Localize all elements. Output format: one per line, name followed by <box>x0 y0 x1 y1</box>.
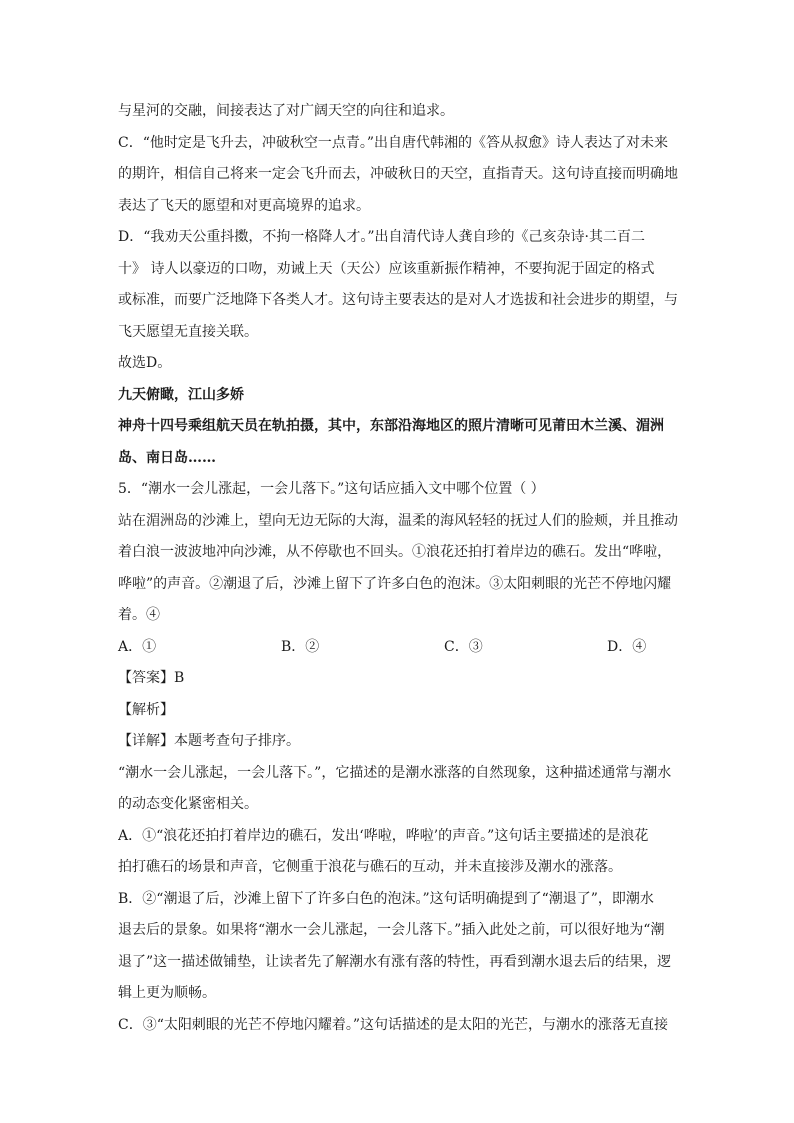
passage-line: 着。④ <box>118 607 160 623</box>
text-line: 表达了飞天的愿望和对更高境界的追求。 <box>118 197 370 214</box>
passage-line: 哗啦”的声音。②潮退了后，沙滩上留下了许多白色的泡沫。③太阳刺眼的光芒不停地闪耀 <box>118 575 672 592</box>
text-line: 十》 诗人以豪迈的口吻，劝诫上天（天公）应该重新振作精神，不要拘泥于固定的格式 <box>118 260 655 277</box>
text-line: 飞天愿望无直接关联。 <box>118 323 258 340</box>
option-a: A．① <box>118 638 157 655</box>
passage-line: 站在湄洲岛的沙滩上，望向无边无际的大海，温柔的海风轻轻的抚过人们的脸颊，并且推动 <box>118 512 678 529</box>
text-line: 拍打礁石的场景和声音，它侧重于浪花与礁石的互动，并未直接涉及潮水的涨落。 <box>118 859 622 875</box>
document-page <box>118 96 678 1041</box>
text-line: 或标准，而要广泛地降下各类人才。这句诗主要表达的是对人才选拔和社会进步的期望，与 <box>118 292 678 308</box>
option-d: D．④ <box>607 638 647 655</box>
question-5 <box>118 474 678 663</box>
section-intro <box>118 411 678 474</box>
text-line: C．③“太阳刺眼的光芒不停地闪耀着。”这句话描述的是太阳的光芒，与潮水的涨落无直接 <box>118 1016 669 1033</box>
text-line: 的动态变化紧密相关。 <box>118 796 258 812</box>
answer-options <box>118 632 678 664</box>
passage-line: 着白浪一波波地冲向沙滩，从不停歇也不回头。①浪花还拍打着岸边的礁石。发出“哗啦， <box>118 544 672 560</box>
text-line: B．②“潮退了后，沙滩上留下了许多白色的泡沫。”这句话明确提到了“潮退了”，即潮水 <box>118 890 654 907</box>
text-line: 【详解】本题考查句子排序。 <box>118 733 300 749</box>
option-b: B．② <box>281 638 320 655</box>
text-line: C．“他时定是飞升去，冲破秋空一点青。”出自唐代韩湘的《答从叔愈》诗人表达了对未来 <box>118 134 669 151</box>
text-line: D．“我劝天公重抖擞，不拘一格降人才。”出自清代诗人龚自珍的《己亥杂诗·其二百二 <box>118 229 645 245</box>
text-line: 辑上更为顺畅。 <box>118 985 216 1001</box>
text-line: 的期许，相信自己将来一定会飞升而去，冲破秋日的天空，直指青天。这句诗直接而明确地 <box>118 166 678 182</box>
section-title: 九天俯瞰，江山多娇 <box>118 386 244 403</box>
detail-analysis <box>118 726 678 1041</box>
option-c: C．③ <box>444 638 483 655</box>
text-line: “潮水一会儿涨起，一会儿落下。”，它描述的是潮水涨落的自然现象，这种描述通常与潮水 <box>118 764 672 781</box>
text-line: 神舟十四号乘组航天员在轨拍摄，其中，东部沿海地区的照片清晰可见莆田木兰溪、湄洲 <box>118 418 664 434</box>
text-line: 故选D。 <box>118 355 172 371</box>
text-line: 与星河的交融，间接表达了对广阔天空的向往和追求。 <box>118 103 454 119</box>
text-line: 退了”这一描述做铺垫，让读者先了解潮水有涨有落的特性，再看到潮水退去后的结果，逻 <box>118 953 672 970</box>
previous-analysis <box>118 96 678 380</box>
text-line: 岛、南日岛…… <box>118 449 216 466</box>
answer-line: 【答案】B <box>118 670 185 686</box>
analysis-label: 【解析】 <box>118 701 174 718</box>
text-line: A．①“浪花还拍打着岸边的礁石，发出‘哗啦，哗啦’的声音。”这句话主要描述的是浪花 <box>118 827 649 844</box>
question-stem: 5．“潮水一会儿涨起，一会儿落下。”这句话应插入文中哪个位置（ ） <box>118 481 545 497</box>
text-line: 退去后的景象。如果将“潮水一会儿涨起，一会儿落下。”插入此处之前，可以很好地为“潮 <box>118 922 665 938</box>
